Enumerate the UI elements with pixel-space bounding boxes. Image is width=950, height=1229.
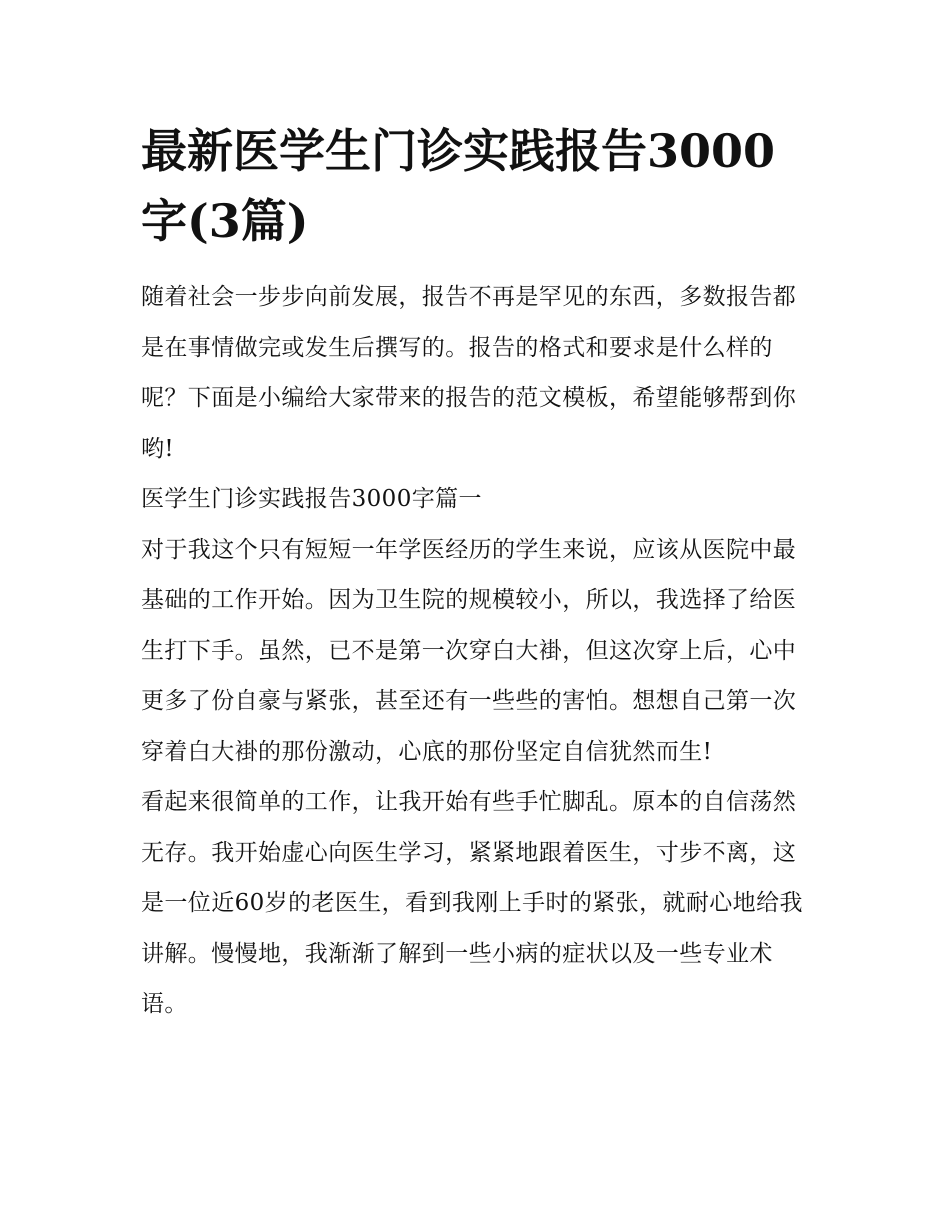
document-title: 最新医学生门诊实践报告3000字(3篇) xyxy=(141,124,776,248)
body-paragraph: 看起来很简单的工作，让我开始有些手忙脚乱。原本的自信荡然无存。我开始虚心向医生学习，紧紧地跟着医生，寸步不离，这是一位近60岁的老医生，看到我刚上手时的紧张，就耐心地给我讲解。慢慢地，我渐渐了解到一些小病的症状以及一些专业术语。 xyxy=(141,789,803,1017)
document-page xyxy=(141,116,813,1030)
intro-paragraph: 随着社会一步步向前发展，报告不再是罕见的东西，多数报告都是在事情做完或发生后撰写的。报告的格式和要求是什么样的呢？下面是小编给大家带来的报告的范文模板，希望能够帮到你哟! xyxy=(141,284,797,462)
document-body xyxy=(141,272,813,1030)
section-heading: 医学生门诊实践报告3000字篇一 xyxy=(141,486,482,512)
body-paragraph: 对于我这个只有短短一年学医经历的学生来说，应该从医院中最基础的工作开始。因为卫生院的规模较小，所以，我选择了给医生打下手。虽然，已不是第一次穿白大褂，但这次穿上后，心中更多了份自豪与紧张，甚至还有一些些的害怕。想想自己第一次穿着白大褂的那份激动，心底的那份坚定自信犹然而生! xyxy=(141,536,797,765)
